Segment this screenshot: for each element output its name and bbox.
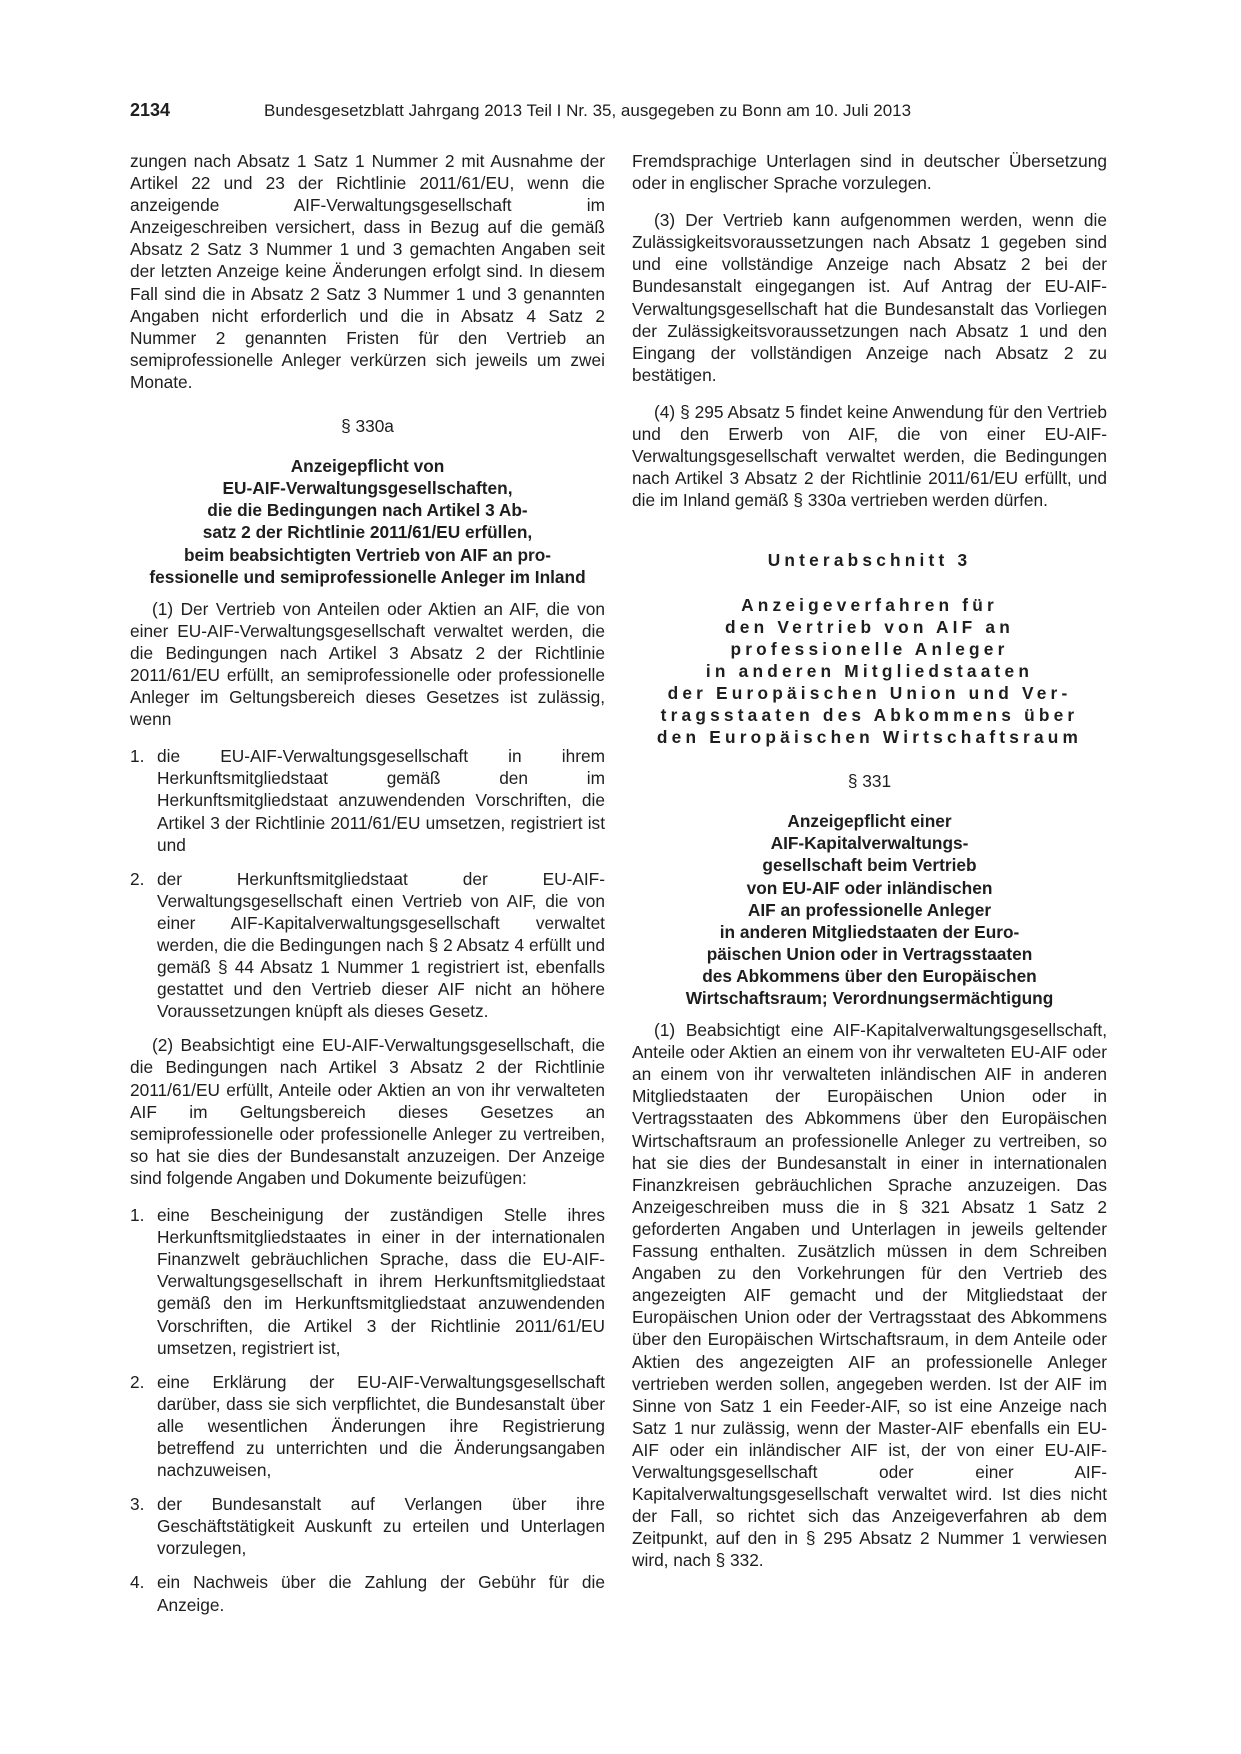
list-item-text: eine Erklärung der EU-AIF-Verwaltungsgesellschaft darüber, dass sie sich verpflichtet, die Bundesanstalt über alle wesentlichen Änderungen ihre Registrierung betreffend zu unterrichten und die Änderungsangaben nachzuweisen, bbox=[157, 1371, 605, 1481]
list-item-text: die EU-AIF-Verwaltungsgesellschaft in ihrem Herkunftsmitgliedstaat gemäß den im Herkunftsmitgliedstaat anzuwendenden Vorschriften, die Artikel 3 der Richtlinie 2011/61/EU umsetzen, registriert ist und bbox=[157, 746, 605, 855]
heading-line: den Europäischen Wirtschaftsraum bbox=[656, 727, 1083, 748]
heading-line: beim beabsichtigten Vertrieb von AIF an pro- bbox=[183, 544, 552, 565]
heading-line: päischen Union oder in Vertragsstaaten bbox=[706, 943, 1033, 964]
list-item-number: 1. bbox=[130, 1205, 145, 1226]
numbered-list bbox=[130, 1204, 605, 1616]
section-number: § 330a bbox=[341, 416, 394, 437]
section-heading bbox=[130, 455, 605, 588]
paragraph-continuation: zungen nach Absatz 1 Satz 1 Nummer 2 mit Ausnahme der Artikel 22 und 23 der Richtlinie 2011/61/EU, wenn die anzeigende AIF-Verwaltungsgesellschaft im Anzeigeschreiben versichert, dass in Bezug auf die gemäß Absatz 2 Satz 3 Nummer 1 und 3 gemachten Angaben seit der letzten Anzeige keine Änderungen erfolgt sind. In diesem Fall sind die in Absatz 2 Satz 3 Nummer 1 und 3 genannten Angaben nicht erforderlich und die in Absatz 4 Satz 2 Nummer 2 genannten Fristen für den Vertrieb an semiprofessionelle Anleger verkürzen sich jeweils um zwei Monate. bbox=[130, 151, 605, 392]
list-item bbox=[130, 1493, 605, 1559]
heading-line: den Vertrieb von AIF an bbox=[725, 616, 1014, 637]
left-column bbox=[130, 150, 605, 1628]
list-item-text: der Herkunftsmitgliedstaat der EU-AIF-Verwaltungsgesellschaft einen Vertrieb von AIF, die von einer AIF-Kapitalverwaltungsgesellschaft verwaltet werden, die die Bedingungen nach § 2 Absatz 4 erfüllt und gemäß § 44 Absatz 1 Nummer 1 registriert ist, ebenfalls gestattet und den Vertrieb dieser AIF nicht an höhere Voraussetzungen knüpft als dieses Gesetz. bbox=[157, 868, 605, 1022]
list-item-number: 3. bbox=[130, 1494, 145, 1515]
heading-line: tragsstaaten des Abkommens über bbox=[660, 704, 1079, 725]
list-item bbox=[130, 1571, 605, 1615]
list-item-text: der Bundesanstalt auf Verlangen über ihre Geschäftstätigkeit Auskunft zu erteilen und Unterlagen vorzulegen, bbox=[157, 1494, 605, 1559]
list-item bbox=[130, 1204, 605, 1359]
list-item-number: 1. bbox=[130, 746, 145, 767]
list-item-text: eine Bescheinigung der zuständigen Stelle ihres Herkunftsmitgliedstaates in einer in der internationalen Finanzwelt gebräuchlichen Sprache, dass die EU-AIF-Verwaltungsgesellschaft in ihrem Herkunftsmitgliedstaat gemäß den im Herkunftsmitgliedstaat anzuwendenden Vorschriften, die Artikel 3 der Richtlinie 2011/61/EU umsetzen, registriert ist, bbox=[157, 1205, 605, 1358]
paragraph: (1) Der Vertrieb von Anteilen oder Aktien an AIF, die von einer EU-AIF-Verwaltungsgesellschaft verwaltet werden, die die Bedingungen nach Artikel 3 Absatz 2 der Richtlinie 2011/61/EU erfüllt, an semiprofessionelle oder professionelle Anleger im Geltungsbereich dieses Gesetzes ist zulässig, wenn bbox=[130, 598, 605, 730]
subdivision-heading bbox=[632, 594, 1107, 749]
section-number: § 331 bbox=[847, 771, 892, 792]
heading-line: Anzeigepflicht von bbox=[290, 456, 445, 477]
heading-line: die die Bedingungen nach Artikel 3 Ab- bbox=[207, 500, 528, 521]
paragraph: (4) § 295 Absatz 5 findet keine Anwendung für den Vertrieb und den Erwerb von AIF, die von einer EU-AIF-Verwaltungsgesellschaft verwaltet werden, die Bedingungen nach Artikel 3 Absatz 2 der Richtlinie 2011/61/EU erfüllt, und die im Inland gemäß § 330a vertrieben werden dürfen. bbox=[632, 401, 1107, 511]
list-item bbox=[130, 745, 605, 855]
heading-line: Anzeigepflicht einer bbox=[787, 811, 952, 832]
list-item-number: 2. bbox=[130, 868, 145, 889]
numbered-list bbox=[130, 745, 605, 1022]
paragraph: (2) Beabsichtigt eine EU-AIF-Verwaltungsgesellschaft, die die Bedingungen nach Artikel 3 Absatz 2 der Richtlinie 2011/61/EU erfüllt, Anteile oder Aktien an von ihr verwalteten AIF im Geltungsbereich dieses Gesetzes an semiprofessionelle oder professionelle Anleger zu vertreiben, so hat sie dies der Bundesanstalt anzuzeigen. Der Anzeige sind folgende Angaben und Dokumente beizufügen: bbox=[130, 1035, 605, 1188]
heading-line: fessionelle und semiprofessionelle Anleger im Inland bbox=[149, 566, 586, 587]
page-header bbox=[130, 100, 1111, 130]
heading-line: gesellschaft beim Vertrieb bbox=[762, 855, 977, 876]
list-item bbox=[130, 1371, 605, 1481]
heading-line: der Europäischen Union und Ver- bbox=[667, 682, 1072, 703]
right-column bbox=[632, 150, 1107, 1586]
paragraph-continuation: Fremdsprachige Unterlagen sind in deutscher Übersetzung oder in englischer Sprache vorzulegen. bbox=[632, 151, 1107, 194]
list-item-number: 4. bbox=[130, 1572, 145, 1593]
heading-line: in anderen Mitgliedstaaten bbox=[705, 660, 1034, 681]
list-item bbox=[130, 868, 605, 1023]
heading-line: Wirtschaftsraum; Verordnungsermächtigung bbox=[685, 988, 1054, 1008]
paragraph: (1) Beabsichtigt eine AIF-Kapitalverwaltungsgesellschaft, Anteile oder Aktien an einem von ihr verwalteten EU-AIF oder an einem von ihr verwalteten inländischen AIF in anderen Mitgliedstaaten der Europäischen Union oder in Vertragsstaaten des Abkommens über den Europäischen Wirtschaftsraum an professionelle Anleger zu vertreiben, so hat sie dies der Bundesanstalt in einer in internationalen Finanzkreisen gebräuchlichen Sprache anzuzeigen. Das Anzeigeschreiben muss die in § 321 Absatz 1 Satz 2 geforderten Angaben und Unterlagen in jeweils geltender Fassung enthalten. Zusätzlich müssen in dem Schreiben Angaben zu den Vorkehrungen für den Vertrieb des angezeigten AIF gemacht und der Mitgliedstaat der Europäischen Union oder der Vertragsstaat des Abkommens über den Europäischen Wirtschaftsraum, in dem Anteile oder Aktien des angezeigten AIF an professionelle Anleger vertrieben werden sollen, angegeben werden. Ist der AIF im Sinne von Satz 1 ein Feeder-AIF, so ist eine Anzeige nach Satz 1 nur zulässig, wenn der Master-AIF ebenfalls ein EU-AIF oder ein inländischer AIF ist, der von einer EU-AIF-Verwaltungsgesellschaft oder einer AIF-Kapitalverwaltungsgesellschaft verwaltet wird. Ist dies nicht der Fall, so richtet sich das Anzeigeverfahren ab dem Zeitpunkt, auf den in § 295 Absatz 2 Nummer 1 verwiesen wird, nach § 332. bbox=[632, 1020, 1107, 1571]
running-title: Bundesgesetzblatt Jahrgang 2013 Teil I Nr. 35, ausgegeben zu Bonn am 10. Juli 2013 bbox=[264, 101, 912, 120]
heading-line: des Abkommens über den Europäischen bbox=[702, 965, 1037, 986]
subdivision-number: Unterabschnitt 3 bbox=[767, 550, 972, 571]
heading-line: professionelle Anleger bbox=[730, 638, 1009, 659]
section-heading bbox=[632, 810, 1107, 1009]
heading-line: AIF-Kapitalverwaltungs- bbox=[770, 833, 969, 854]
heading-line: Anzeigeverfahren für bbox=[741, 594, 998, 615]
list-item-text: ein Nachweis über die Zahlung der Gebühr für die Anzeige. bbox=[157, 1572, 605, 1615]
paragraph: (3) Der Vertrieb kann aufgenommen werden, wenn die Zulässigkeitsvoraussetzungen nach Absatz 1 gegeben sind und eine vollständige Anzeige nach Absatz 2 bei der Bundesanstalt eingegangen ist. Auf Antrag der EU-AIF-Verwaltungsgesellschaft hat die Bundesanstalt das Vorliegen der Zulässigkeitsvoraussetzungen nach Absatz 1 und den Eingang der vollständigen Anzeige nach Absatz 2 zu bestätigen. bbox=[632, 210, 1107, 385]
heading-line: AIF an professionelle Anleger bbox=[747, 899, 992, 920]
heading-line: von EU-AIF oder inländischen bbox=[746, 877, 993, 898]
heading-line: in anderen Mitgliedstaaten der Euro- bbox=[719, 921, 1020, 942]
heading-line: EU-AIF-Verwaltungsgesellschaften, bbox=[222, 478, 513, 499]
list-item-number: 2. bbox=[130, 1371, 145, 1392]
heading-line: satz 2 der Richtlinie 2011/61/EU erfüllen, bbox=[202, 522, 533, 543]
page-number: 2134 bbox=[130, 100, 171, 120]
